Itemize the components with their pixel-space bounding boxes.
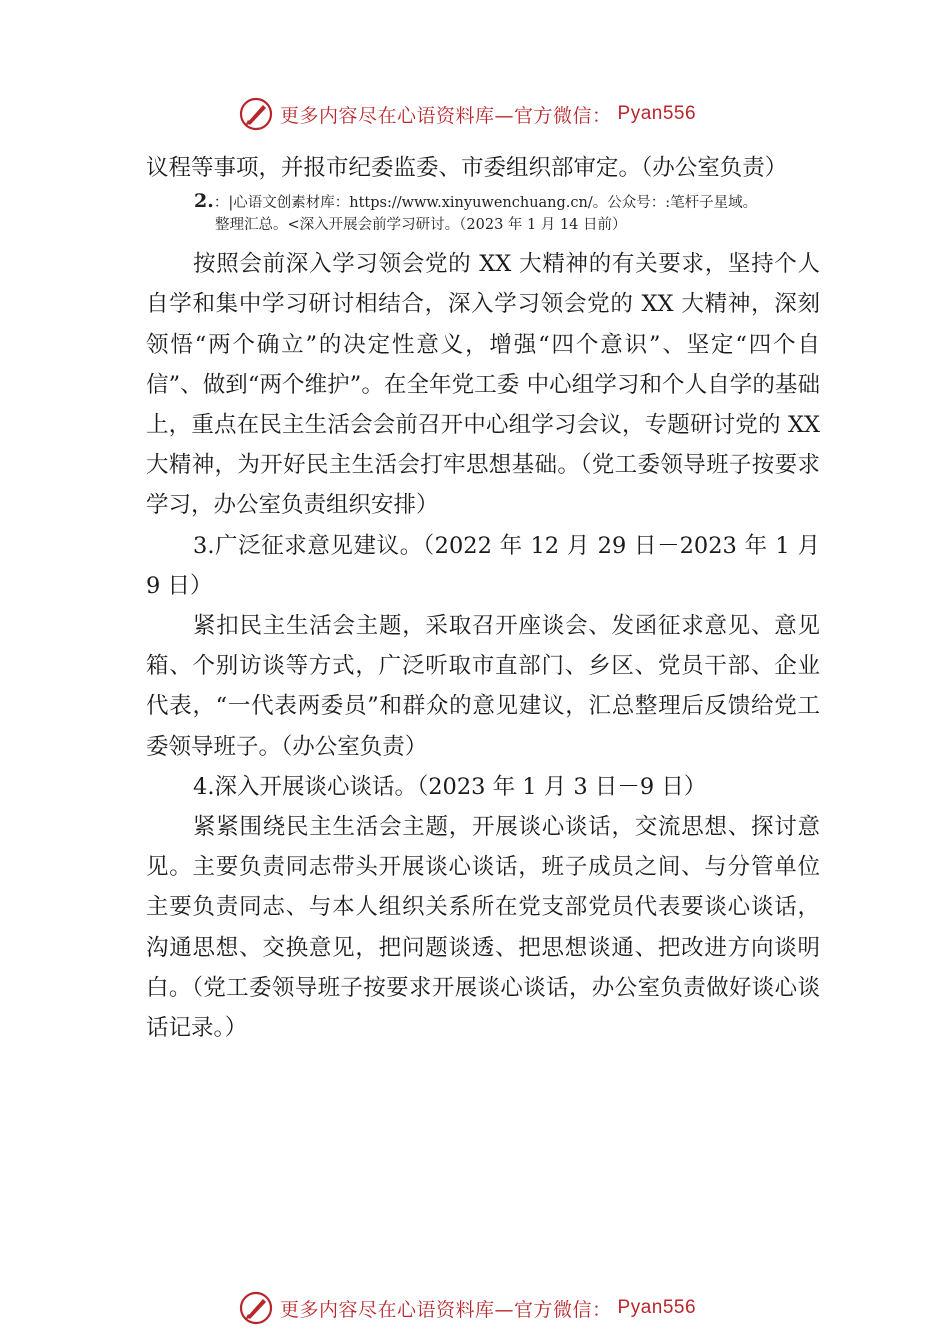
header-banner xyxy=(238,94,696,134)
source-note xyxy=(146,190,820,236)
paragraph-6: 紧紧围绕民主生活会主题，开展谈心谈话，交流思想、探讨意见。主要负责同志带头开展谈心谈话，班子成员之间、与分管单位主要负责同志、与本人组织关系所在党支部党员代表要谈心谈话，沟通思想、交换意见，把问题谈透、把思想谈通、把改进方向谈明白。（党工委领导班子按要求开展谈心谈话，办公室负责做好谈心谈话记录。） xyxy=(146,814,820,1042)
note-text-1: ：|心语文创素材库：https://www.xinyuwenchuang.cn/。公众号：:笔杆子星域。 xyxy=(213,195,758,212)
pen-circle-logo-icon xyxy=(238,96,274,132)
banner-text: 更多内容尽在心语资料库—官方微信： xyxy=(280,1298,612,1321)
note-number: 2. xyxy=(194,190,214,213)
pen-circle-logo-icon xyxy=(238,1290,274,1326)
banner-wechat-id: Pyan556 xyxy=(617,103,697,124)
banner-text: 更多内容尽在心语资料库—官方微信： xyxy=(280,104,612,127)
footer-banner xyxy=(238,1288,696,1328)
note-line-2: 整理汇总。<深入开展会前学习研讨。（2023 年 1 月 14 日前） xyxy=(215,217,627,234)
document-body xyxy=(146,148,820,1048)
paragraph-1: 议程等事项，并报市纪委监委、市委组织部审定。（办公室负责） xyxy=(146,155,788,181)
section-heading-3: 3.广泛征求意见建议。（2022 年 12 月 29 日－2023 年 1 月 9 日） xyxy=(146,532,820,599)
section-heading-4: 4.深入开展谈心谈话。（2023 年 1 月 3 日－9 日） xyxy=(193,773,707,800)
paragraph-4: 紧扣民主生活会主题，采取召开座谈会、发函征求意见、意见箱、个别访谈等方式，广泛听取市直部门、乡区、党员干部、企业代表，“一代表两委员”和群众的意见建议，汇总整理后反馈给党工委领导班子。（办公室负责） xyxy=(146,613,820,760)
banner-wechat-id: Pyan556 xyxy=(617,1297,697,1318)
note-line-1 xyxy=(194,190,820,214)
paragraph-2: 按照会前深入学习领会党的 XX 大精神的有关要求，坚持个人自学和集中学习研讨相结合，深入学习领会党的 XX 大精神，深刻领悟“两个确立”的决定性意义，增强“四个意识”、坚定“四个自信”、做到“两个维护”。在全年党工委 中心组学习和个人自学的基础上，重点在民主生活会会前召开中心组学习会议，专题研讨党的 XX 大精神，为开好民主生活会打牢思想基础。（党工委领导班子按要求学习，办公室负责组织安排） xyxy=(146,251,820,519)
